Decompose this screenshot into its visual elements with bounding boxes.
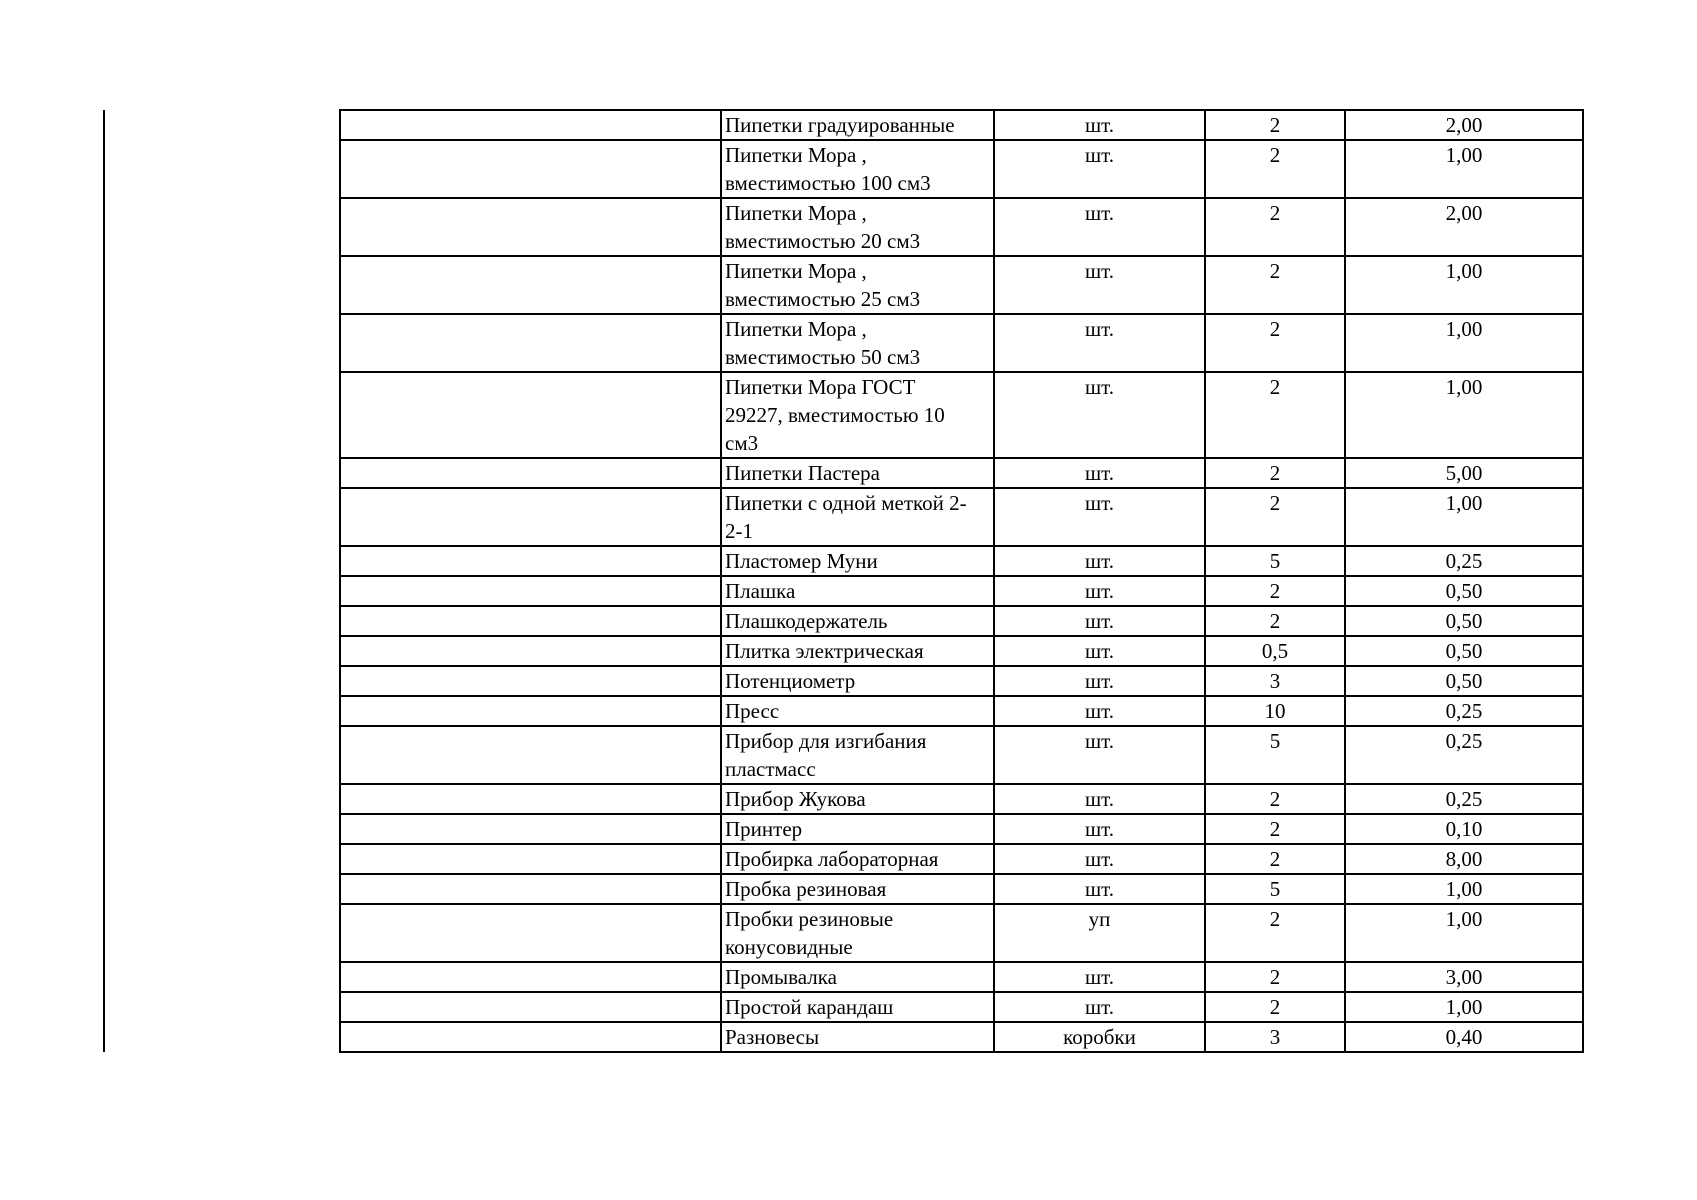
equipment-table: [339, 109, 1584, 1053]
unit-cell: шт.: [994, 636, 1205, 666]
blank-cell: [340, 140, 721, 198]
value-cell: 8,00: [1345, 844, 1583, 874]
value-cell: 0,50: [1345, 636, 1583, 666]
blank-cell: [340, 198, 721, 256]
table-row: [340, 814, 1583, 844]
value-cell: 0,25: [1345, 546, 1583, 576]
value-cell: 1,00: [1345, 488, 1583, 546]
quantity-cell: 2: [1205, 962, 1345, 992]
table-row: [340, 1022, 1583, 1052]
blank-cell: [340, 666, 721, 696]
quantity-cell: 2: [1205, 314, 1345, 372]
unit-cell: шт.: [994, 784, 1205, 814]
value-cell: 0,40: [1345, 1022, 1583, 1052]
unit-cell: шт.: [994, 992, 1205, 1022]
table-row: [340, 140, 1583, 198]
blank-cell: [340, 110, 721, 140]
blank-cell: [340, 458, 721, 488]
table-row: [340, 606, 1583, 636]
item-name-cell: Плашкодержатель: [721, 606, 994, 636]
value-cell: 1,00: [1345, 874, 1583, 904]
table-row: [340, 992, 1583, 1022]
item-name-cell: Плитка электрическая: [721, 636, 994, 666]
value-cell: 1,00: [1345, 140, 1583, 198]
quantity-cell: 2: [1205, 140, 1345, 198]
value-cell: 1,00: [1345, 372, 1583, 458]
table-row: [340, 314, 1583, 372]
unit-cell: шт.: [994, 110, 1205, 140]
blank-cell: [340, 696, 721, 726]
quantity-cell: 10: [1205, 696, 1345, 726]
quantity-cell: 2: [1205, 458, 1345, 488]
unit-cell: шт.: [994, 726, 1205, 784]
value-cell: 5,00: [1345, 458, 1583, 488]
unit-cell: шт.: [994, 140, 1205, 198]
table-row: [340, 874, 1583, 904]
value-cell: 0,25: [1345, 726, 1583, 784]
table-row: [340, 488, 1583, 546]
value-cell: 1,00: [1345, 314, 1583, 372]
blank-cell: [340, 844, 721, 874]
quantity-cell: 2: [1205, 576, 1345, 606]
blank-cell: [340, 874, 721, 904]
table-row: [340, 696, 1583, 726]
unit-cell: шт.: [994, 844, 1205, 874]
value-cell: 1,00: [1345, 904, 1583, 962]
unit-cell: шт.: [994, 696, 1205, 726]
left-margin-rule: [103, 110, 105, 1052]
value-cell: 1,00: [1345, 256, 1583, 314]
unit-cell: шт.: [994, 606, 1205, 636]
unit-cell: шт.: [994, 546, 1205, 576]
value-cell: 0,50: [1345, 576, 1583, 606]
quantity-cell: 5: [1205, 726, 1345, 784]
item-name-cell: Пипетки Пастера: [721, 458, 994, 488]
blank-cell: [340, 1022, 721, 1052]
blank-cell: [340, 606, 721, 636]
unit-cell: шт.: [994, 666, 1205, 696]
table-row: [340, 576, 1583, 606]
table-row: [340, 844, 1583, 874]
unit-cell: шт.: [994, 314, 1205, 372]
item-name-cell: Промывалка: [721, 962, 994, 992]
blank-cell: [340, 576, 721, 606]
quantity-cell: 2: [1205, 814, 1345, 844]
item-name-cell: Пресс: [721, 696, 994, 726]
unit-cell: шт.: [994, 198, 1205, 256]
blank-cell: [340, 314, 721, 372]
equipment-table-body: [340, 110, 1583, 1052]
quantity-cell: 0,5: [1205, 636, 1345, 666]
blank-cell: [340, 784, 721, 814]
blank-cell: [340, 962, 721, 992]
blank-cell: [340, 726, 721, 784]
item-name-cell: Пипетки градуированные: [721, 110, 994, 140]
item-name-cell: Пробирка лабораторная: [721, 844, 994, 874]
item-name-cell: Прибор для изгибания пластмасс: [721, 726, 994, 784]
value-cell: 0,25: [1345, 784, 1583, 814]
blank-cell: [340, 904, 721, 962]
value-cell: 0,25: [1345, 696, 1583, 726]
quantity-cell: 2: [1205, 904, 1345, 962]
unit-cell: шт.: [994, 372, 1205, 458]
item-name-cell: Плашка: [721, 576, 994, 606]
quantity-cell: 3: [1205, 1022, 1345, 1052]
quantity-cell: 2: [1205, 784, 1345, 814]
quantity-cell: 2: [1205, 372, 1345, 458]
item-name-cell: Пробки резиновые конусовидные: [721, 904, 994, 962]
table-row: [340, 546, 1583, 576]
quantity-cell: 2: [1205, 110, 1345, 140]
unit-cell: уп: [994, 904, 1205, 962]
value-cell: 3,00: [1345, 962, 1583, 992]
value-cell: 2,00: [1345, 198, 1583, 256]
unit-cell: шт.: [994, 576, 1205, 606]
unit-cell: шт.: [994, 814, 1205, 844]
item-name-cell: Простой карандаш: [721, 992, 994, 1022]
quantity-cell: 5: [1205, 874, 1345, 904]
table-row: [340, 904, 1583, 962]
quantity-cell: 2: [1205, 256, 1345, 314]
unit-cell: шт.: [994, 874, 1205, 904]
item-name-cell: Пипетки Мора , вместимостью 50 см3: [721, 314, 994, 372]
table-row: [340, 962, 1583, 992]
table-row: [340, 666, 1583, 696]
table-row: [340, 784, 1583, 814]
quantity-cell: 2: [1205, 992, 1345, 1022]
unit-cell: коробки: [994, 1022, 1205, 1052]
table-row: [340, 458, 1583, 488]
table-row: [340, 726, 1583, 784]
item-name-cell: Разновесы: [721, 1022, 994, 1052]
blank-cell: [340, 636, 721, 666]
table-row: [340, 198, 1583, 256]
value-cell: 1,00: [1345, 992, 1583, 1022]
table-row: [340, 636, 1583, 666]
item-name-cell: Потенциометр: [721, 666, 994, 696]
quantity-cell: 5: [1205, 546, 1345, 576]
blank-cell: [340, 992, 721, 1022]
item-name-cell: Пипетки Мора , вместимостью 100 см3: [721, 140, 994, 198]
quantity-cell: 2: [1205, 606, 1345, 636]
item-name-cell: Пластомер Муни: [721, 546, 994, 576]
blank-cell: [340, 546, 721, 576]
item-name-cell: Принтер: [721, 814, 994, 844]
blank-cell: [340, 256, 721, 314]
value-cell: 2,00: [1345, 110, 1583, 140]
quantity-cell: 2: [1205, 488, 1345, 546]
item-name-cell: Пипетки Мора ГОСТ 29227, вместимостью 10 см3: [721, 372, 994, 458]
value-cell: 0,50: [1345, 666, 1583, 696]
item-name-cell: Пипетки Мора , вместимостью 20 см3: [721, 198, 994, 256]
blank-cell: [340, 488, 721, 546]
table-row: [340, 372, 1583, 458]
unit-cell: шт.: [994, 458, 1205, 488]
unit-cell: шт.: [994, 488, 1205, 546]
quantity-cell: 2: [1205, 198, 1345, 256]
item-name-cell: Пипетки с одной меткой 2- 2-1: [721, 488, 994, 546]
blank-cell: [340, 372, 721, 458]
quantity-cell: 2: [1205, 844, 1345, 874]
item-name-cell: Пробка резиновая: [721, 874, 994, 904]
unit-cell: шт.: [994, 256, 1205, 314]
item-name-cell: Прибор Жукова: [721, 784, 994, 814]
unit-cell: шт.: [994, 962, 1205, 992]
quantity-cell: 3: [1205, 666, 1345, 696]
blank-cell: [340, 814, 721, 844]
item-name-cell: Пипетки Мора , вместимостью 25 см3: [721, 256, 994, 314]
table-row: [340, 256, 1583, 314]
table-row: [340, 110, 1583, 140]
value-cell: 0,50: [1345, 606, 1583, 636]
value-cell: 0,10: [1345, 814, 1583, 844]
